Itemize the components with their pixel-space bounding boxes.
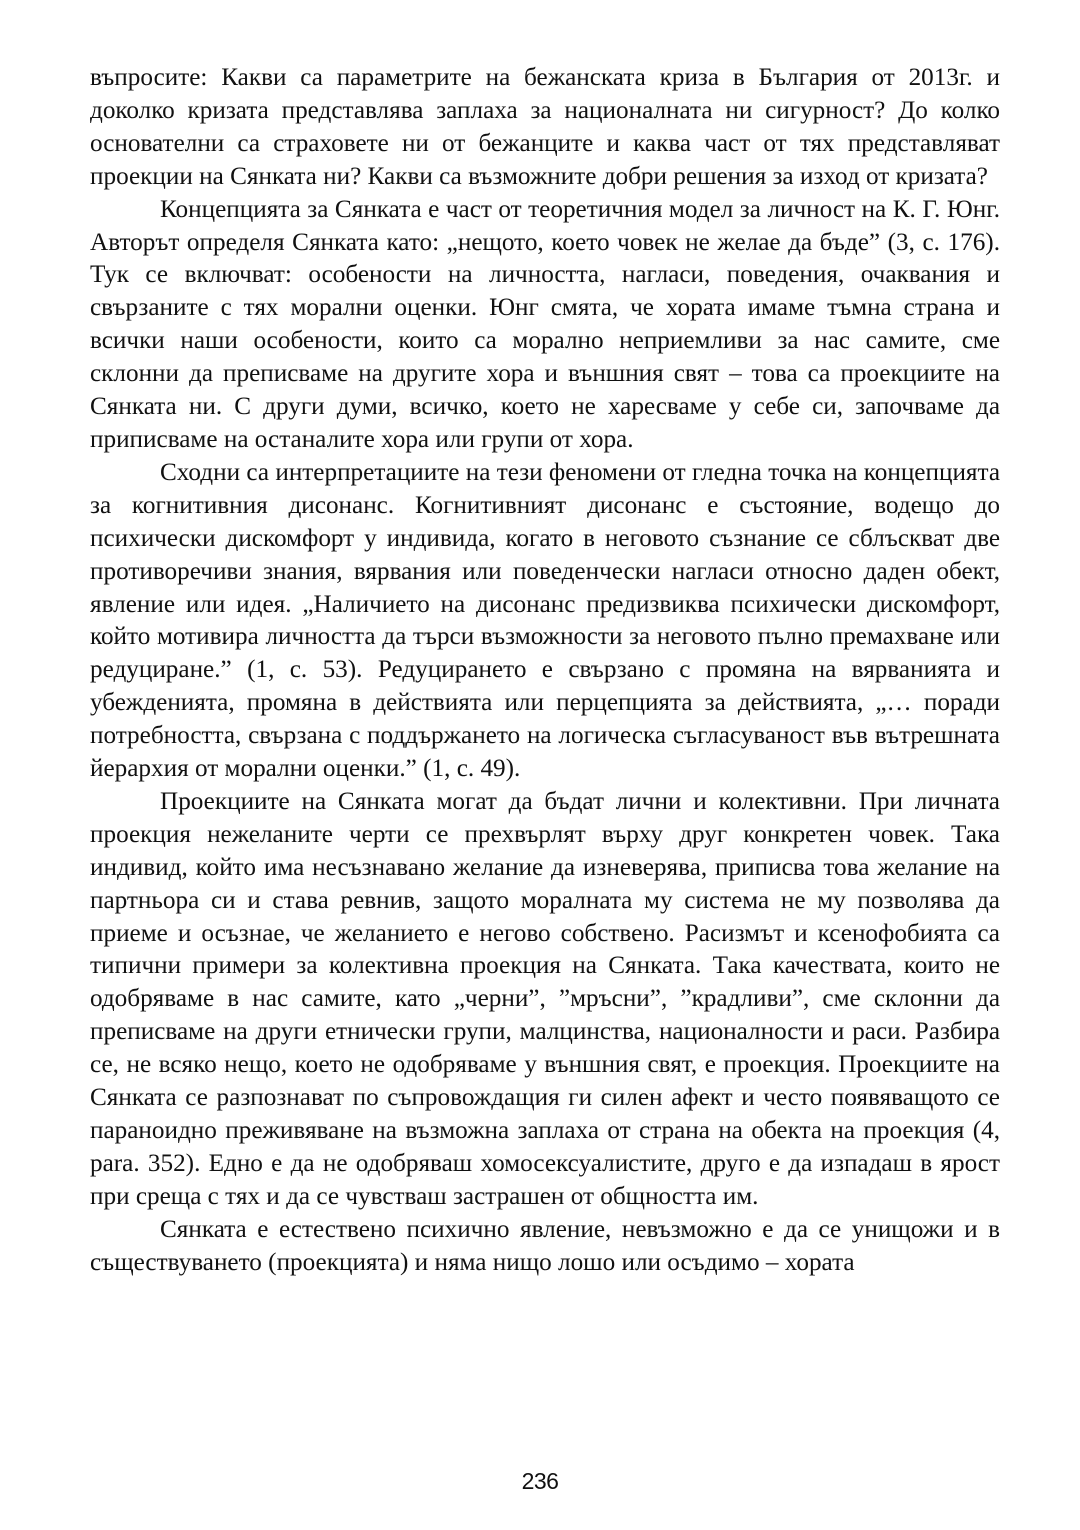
- paragraph-5: Сянката е естествено психично явление, невъзможно е да се унищожи и в съществуването (проекцията) и няма нищо лошо или осъдимо – хората: [90, 1215, 1000, 1276]
- paragraph-2: Концепцията за Сянката е част от теоретичния модел за личност на К. Г. Юнг. Авторът определя Сянката като: „нещото, което човек не желае да бъде” (3, с. 176). Тук се включват: особености на личността, нагласи, поведения, очаквания и свързаните с тях морални оценки. Юнг смята, че хората имаме тъмна страна и всички наши особености, които са морално неприемливи за нас самите, сме склонни да преписваме на другите хора и външния свят – това са проекциите на Сянката ни. С други думи, всичко, което не харесваме у себе си, започваме да приписваме на останалите хора или групи от хора.: [90, 195, 1000, 453]
- paragraph-3: Сходни са интерпретациите на тези феномени от гледна точка на концепцията за когнитивния дисонанс. Когнитивният дисонанс е състояние, водещо до психически дискомфорт у индивида, когато в неговото съзнание се сблъскват две противоречиви знания, вярвания или поведенчески нагласи относно даден обект, явление или идея. „Наличието на дисонанс предизвиква психически дискомфорт, който мотивира личността да търси възможности за неговото пълно премахване или редуциране.” (1, с. 53). Редуцирането е свързано с промяна на вярванията и убежденията, промяна в действията или перцепцията за действията, „… поради потребността, свързана с поддържането на логическа съгласуваност във вътрешната йерархия от морални оценки.” (1, с. 49).: [90, 458, 1000, 783]
- page-number: 236: [521, 1468, 559, 1494]
- paragraph-4: Проекциите на Сянката могат да бъдат лични и колективни. При личната проекция нежеланите черти се прехвърлят върху друг конкретен човек. Така индивид, който има несъзнавано желание да изневерява, приписва това желание на партньора си и става ревнив, защото моралната му система не му позволява да приеме и осъзнае, че желанието е негово собствено. Расизмът и ксенофобията са типични примери за колективна проекция на Сянката. Така качествата, които не одобряваме в нас самите, като „черни”, ”мръсни”, ”крадливи”, сме склонни да преписваме на други етнически групи, малцинства, националности и раси. Разбира се, не всяко нещо, което не одобряваме у външния свят, е проекция. Проекциите на Сянката се разпознават по съпровождащия ги силен афект и често появяващото се параноидно преживяване на възможна заплаха от страна на обекта на проекция (4, para. 352). Едно е да не одобряваш хомосексуалистите, друго е да изпадаш в ярост при среща с тях и да се чувстваш застрашен от общността им.: [90, 787, 1000, 1210]
- paragraph-1: въпросите: Какви са параметрите на бежанската криза в България от 2013г. и доколко кризата представлява заплаха за националната ни сигурност? До колко основателни са страховете ни от бежанците и каква част от тях представляват проекции на Сянката ни? Какви са възможните добри решения за изход от кризата?: [90, 64, 1000, 190]
- document-body: [90, 62, 1000, 1280]
